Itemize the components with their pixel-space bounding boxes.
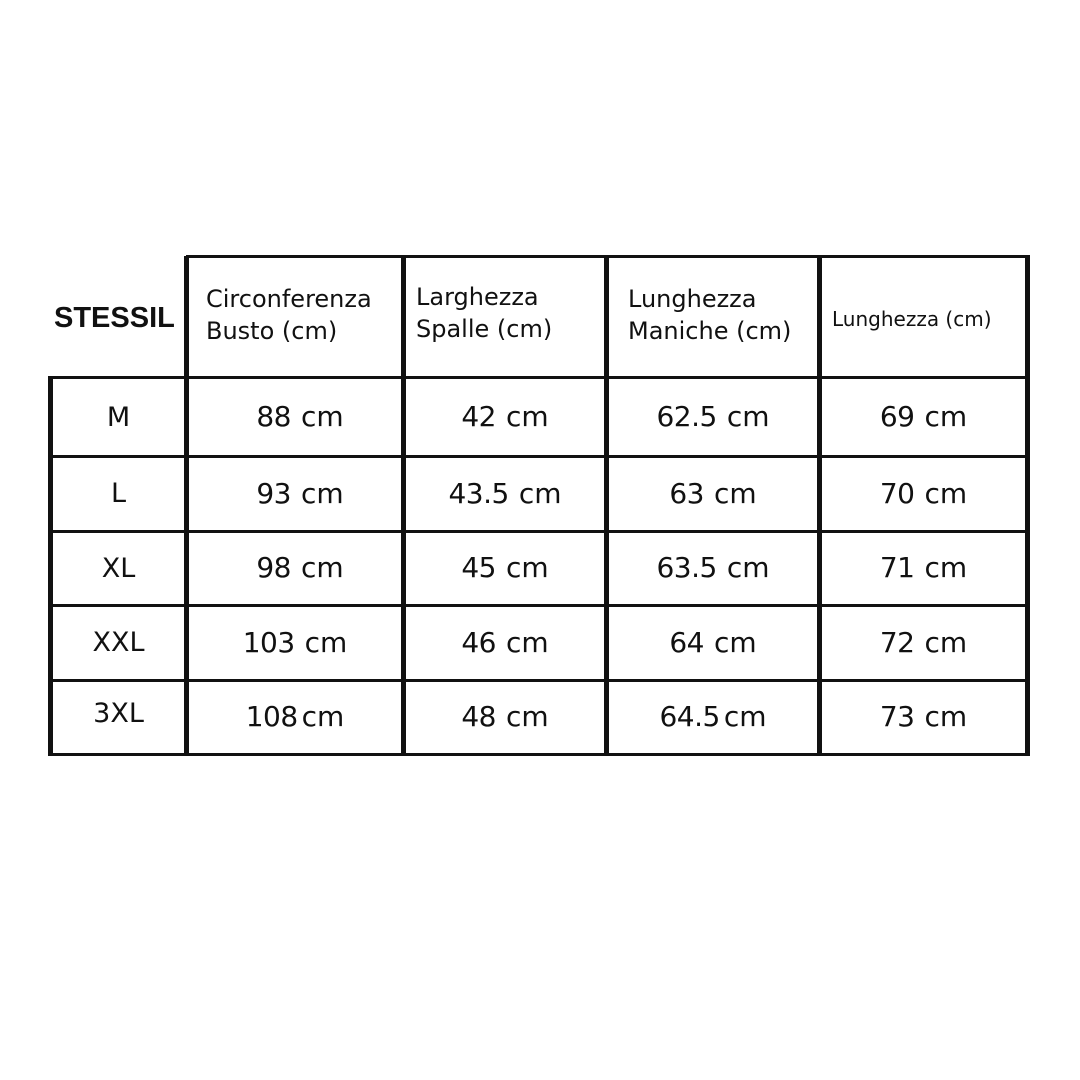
- value-number: 70: [879, 476, 915, 510]
- value-lunghezza-m: [822, 380, 1025, 455]
- header-line: Circonferenza: [206, 285, 372, 313]
- brand-label: STESSIL: [54, 302, 175, 335]
- value-spalle-xxl: [406, 607, 604, 679]
- value-unit: cm: [924, 476, 968, 510]
- header-circonferenza-busto: [206, 284, 372, 348]
- value-number: 46: [461, 625, 496, 659]
- value-maniche-xl: [609, 533, 817, 604]
- value-busto-l: [189, 458, 401, 530]
- value-lunghezza-xxl: [822, 607, 1025, 679]
- header-lunghezza: [832, 306, 992, 333]
- header-line: Maniche (cm): [628, 316, 792, 345]
- value-unit: cm: [300, 400, 344, 434]
- value-unit: cm: [518, 476, 562, 510]
- value-spalle-m: [406, 380, 604, 455]
- value-busto-xxl: [189, 607, 401, 679]
- value-number: 42: [461, 400, 496, 434]
- value-number: 45: [461, 551, 496, 585]
- size-label-3xl: 3XL: [93, 698, 144, 729]
- value-maniche-xxl: [609, 607, 817, 679]
- header-lunghezza-maniche: [628, 284, 791, 348]
- value-unit: cm: [713, 625, 757, 659]
- value-number: 43.5: [448, 476, 509, 510]
- value-unit: cm: [924, 400, 968, 434]
- value-spalle-3xl: [406, 682, 604, 753]
- value-number: 63.5: [656, 551, 717, 585]
- value-maniche-3xl: [609, 682, 817, 753]
- value-lunghezza-3xl: [822, 682, 1025, 753]
- value-unit: cm: [924, 551, 968, 585]
- table-border-top: [186, 255, 1030, 258]
- value-unit: cm: [505, 625, 549, 659]
- value-lunghezza-l: [822, 458, 1025, 530]
- value-unit: cm: [723, 700, 767, 734]
- header-line: Lunghezza (cm): [832, 307, 992, 331]
- value-unit: cm: [300, 551, 344, 585]
- value-number: 62.5: [656, 400, 717, 434]
- value-number: 88: [256, 400, 291, 434]
- header-line: Lunghezza: [628, 285, 757, 313]
- size-label-xxl: XXL: [92, 627, 145, 659]
- value-unit: cm: [301, 700, 345, 734]
- value-unit: cm: [924, 625, 968, 659]
- value-unit: cm: [505, 551, 549, 585]
- value-unit: cm: [300, 476, 344, 510]
- value-spalle-xl: [406, 533, 604, 604]
- value-number: 73: [879, 700, 915, 734]
- value-number: 48: [461, 700, 496, 734]
- value-unit: cm: [924, 700, 968, 734]
- value-number: 108: [245, 700, 298, 734]
- value-maniche-m: [609, 380, 817, 455]
- value-number: 93: [256, 476, 291, 510]
- table-border-bottom: [48, 753, 1030, 756]
- value-maniche-l: [609, 458, 817, 530]
- size-label-xl: XL: [101, 552, 136, 584]
- value-number: 72: [879, 625, 915, 659]
- value-unit: cm: [304, 625, 348, 659]
- header-line: Spalle (cm): [416, 314, 553, 343]
- size-label-m: M: [106, 401, 131, 433]
- value-number: 71: [879, 551, 915, 585]
- value-number: 98: [256, 551, 291, 585]
- value-number: 64.5: [659, 700, 720, 734]
- value-busto-xl: [189, 533, 401, 604]
- value-number: 63: [669, 476, 704, 510]
- value-busto-m: [189, 380, 401, 455]
- value-number: 103: [242, 625, 295, 659]
- value-unit: cm: [505, 700, 549, 734]
- header-larghezza-spalle: [416, 282, 552, 346]
- value-number: 69: [879, 400, 915, 434]
- value-unit: cm: [505, 400, 549, 434]
- header-line: Busto (cm): [206, 316, 338, 345]
- size-label-l: L: [110, 478, 127, 510]
- value-unit: cm: [726, 400, 770, 434]
- value-spalle-l: [406, 458, 604, 530]
- table-header-divider: [48, 376, 1030, 379]
- value-lunghezza-xl: [822, 533, 1025, 604]
- value-unit: cm: [713, 476, 757, 510]
- value-number: 64: [669, 625, 704, 659]
- value-unit: cm: [726, 551, 770, 585]
- header-line: Larghezza: [416, 283, 539, 311]
- value-busto-3xl: [189, 682, 401, 753]
